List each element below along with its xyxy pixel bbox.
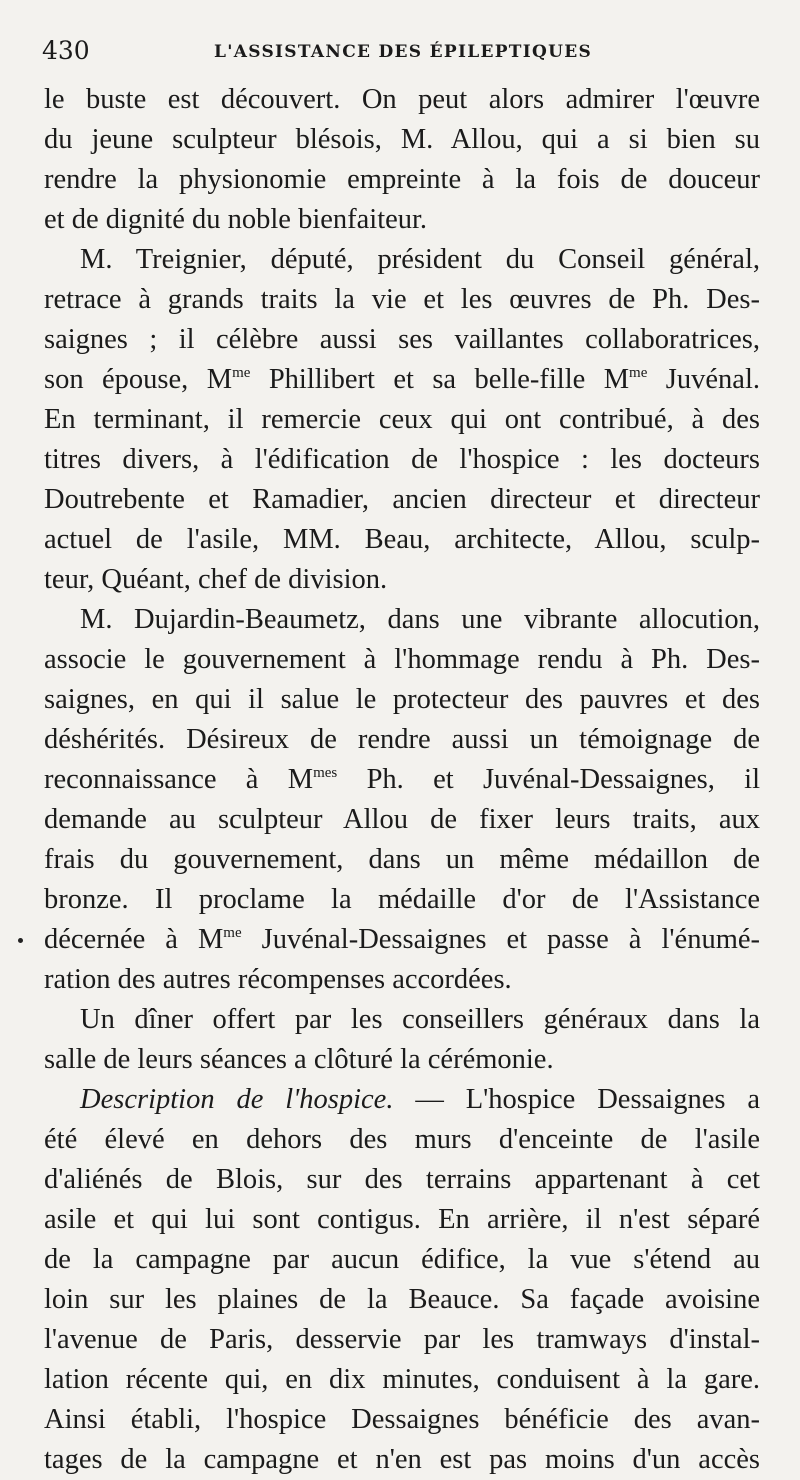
text-line: saignes, en qui il salue le protecteur des pauvres et des (44, 684, 760, 715)
text-line-with-superscript: reconnaissance à $M^{mes}$ Ph. et Juvénal-Dessaignes, il (44, 764, 761, 795)
text-line: le buste est découvert. On peut alors admirer l'œuvre (44, 84, 760, 115)
text-line: tages de la campagne et n'en est pas moins d'un accès (44, 1444, 760, 1475)
text-line: actuel de l'asile, MM. Beau, architecte, Allou, sculp- (44, 524, 760, 555)
text-line: associe le gouvernement à l'hommage rendu à Ph. Des- (44, 644, 760, 675)
text-line: titres divers, à l'édification de l'hospice : les docteurs (44, 444, 760, 475)
text-line: été élevé en dehors des murs d'enceinte de l'asile (44, 1124, 760, 1155)
text-line: retrace à grands traits la vie et les œuvres de Ph. Des- (44, 284, 760, 315)
text-line: Doutrebente et Ramadier, ancien directeur et directeur (44, 484, 760, 515)
text-line: de la campagne par aucun édifice, la vue s'étend au (44, 1244, 760, 1275)
text-line: teur, Quéant, chef de division. (44, 564, 388, 595)
text-line: bronze. Il proclame la médaille d'or de l'Assistance (44, 884, 760, 915)
text-line: rendre la physionomie empreinte à la fois de douceur (44, 164, 760, 195)
text-line: M. Dujardin-Beaumetz, dans une vibrante allocution, (80, 604, 760, 635)
text-line-with-superscript: son épouse, $M^{me}$ Phillibert et sa belle-fille $M^{me}$ Juvénal. (44, 364, 760, 395)
text-line: Un dîner offert par les conseillers généraux dans la (80, 1004, 760, 1035)
text-line: asile et qui lui sont contigus. En arrière, il n'est séparé (44, 1204, 760, 1235)
text-line-with-superscript: décernée à $M^{me}$ Juvénal-Dessaignes et passe à l'énumé- (44, 924, 761, 955)
text-line: et de dignité du noble bienfaiteur. (44, 204, 428, 235)
text-line: En terminant, il remercie ceux qui ont contribué, à des (44, 404, 760, 435)
text-line: l'avenue de Paris, desservie par les tramways d'instal- (44, 1324, 760, 1355)
text-line: frais du gouvernement, dans un même médaillon de (44, 844, 760, 875)
text-line: M. Treignier, député, président du Conseil général, (80, 244, 760, 275)
text-line: du jeune sculpteur blésois, M. Allou, qui a si bien su (44, 124, 760, 155)
margin-mark (18, 938, 23, 943)
text-line: Ainsi établi, l'hospice Dessaignes bénéficie des avan- (44, 1404, 760, 1435)
text-line: lation récente qui, en dix minutes, conduisent à la gare. (44, 1364, 760, 1395)
section-heading: Description de l'hospice. (80, 1084, 394, 1115)
text-line: saignes ; il célèbre aussi ses vaillantes collaboratrices, (44, 324, 760, 355)
text-line: loin sur les plaines de la Beauce. Sa façade avoisine (44, 1284, 760, 1315)
text-line: demande au sculpteur Allou de fixer leurs traits, aux (44, 804, 760, 835)
text-line: d'aliénés de Blois, sur des terrains appartenant à cet (44, 1164, 760, 1195)
section-heading-line: Description de l'hospice. — L'hospice Dessaignes a (80, 1084, 760, 1115)
page-header (42, 34, 762, 70)
text-line: salle de leurs séances a clôturé la cérémonie. (44, 1044, 554, 1075)
page-number: 430 (42, 36, 90, 65)
text-line: ration des autres récompenses accordées. (44, 964, 512, 995)
running-head: L'ASSISTANCE DES ÉPILEPTIQUES (214, 42, 593, 62)
text-line: déshérités. Désireux de rendre aussi un témoignage de (44, 724, 760, 755)
